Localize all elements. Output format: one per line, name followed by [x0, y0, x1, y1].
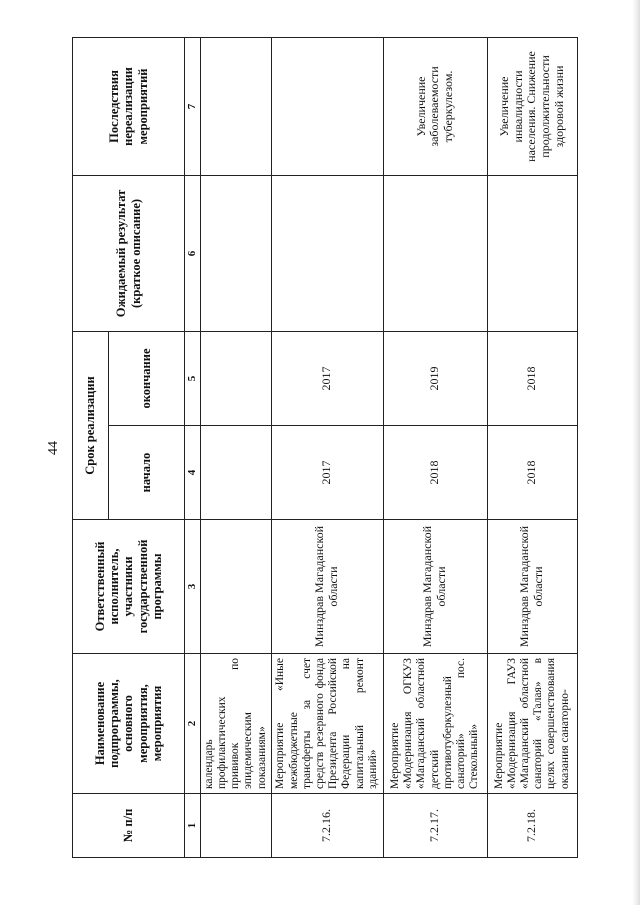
- row-num: 7.2.16.: [271, 794, 383, 858]
- row-name: Мероприятие «Модернизация ОГКУЗ «Магаданский областной детский противотуберкулезный санаторий» пос. Стекольный»: [383, 654, 487, 794]
- row-name: календарь профилактических прививок по эпидемическим показаниям»: [200, 654, 271, 794]
- row-result: [487, 175, 577, 331]
- program-activities-table: [72, 37, 578, 858]
- row-consequence: Увеличение заболеваемости туберкулезом.: [383, 37, 487, 175]
- row-executor: [200, 520, 271, 654]
- column-number: 6: [185, 175, 201, 331]
- row-consequence: [200, 37, 271, 175]
- table-row: [383, 37, 487, 857]
- header-period: Срок реализации: [73, 331, 109, 519]
- header-start: начало: [109, 426, 185, 520]
- row-num: 7.2.17.: [383, 794, 487, 858]
- rotated-table-container: [72, 38, 572, 858]
- row-result: [200, 175, 271, 331]
- row-start: 2018: [487, 426, 577, 520]
- row-start: [200, 426, 271, 520]
- column-number: 7: [185, 37, 201, 175]
- row-num: 7.2.18.: [487, 794, 577, 858]
- column-number: 5: [185, 331, 201, 425]
- row-end: 2018: [487, 331, 577, 425]
- column-number: 3: [185, 520, 201, 654]
- header-executor: Ответственный исполнитель, участники государственной программы: [73, 520, 185, 654]
- row-consequence: Увеличение инвалидности населения. Снижение продолжительности здоровой жизни: [487, 37, 577, 175]
- header-name: Наименование подпрограммы, основного мероприятия, мероприятия: [73, 654, 185, 794]
- table-row: [200, 37, 271, 857]
- row-num: [200, 794, 271, 858]
- row-name: Мероприятие «Модернизация ГАУЗ «Магаданский областной санаторий «Талая» в целях совершенствования оказания санаторно-: [487, 654, 577, 794]
- column-number-row: [185, 37, 201, 857]
- row-end: [200, 331, 271, 425]
- table-row: [271, 37, 383, 857]
- row-result: [383, 175, 487, 331]
- row-executor: Минздрав Магаданской области: [271, 520, 383, 654]
- row-executor: Минздрав Магаданской области: [487, 520, 577, 654]
- row-end: 2017: [271, 331, 383, 425]
- column-number: 4: [185, 426, 201, 520]
- header-row-1: [73, 37, 109, 857]
- table-row: [487, 37, 577, 857]
- row-start: 2018: [383, 426, 487, 520]
- column-number: 2: [185, 654, 201, 794]
- page-edge-shadow: [632, 0, 640, 905]
- row-name: Мероприятие «Иные межбюджетные трансферты за счет средств резервного фонда Президента Российской Федерации на капитальный ремонт зданий»: [271, 654, 383, 794]
- header-num: № п/п: [73, 794, 185, 858]
- page-number: 44: [46, 441, 61, 455]
- row-result: [271, 175, 383, 331]
- header-end: окончание: [109, 331, 185, 425]
- header-consequence: Последствия нереализации мероприятий: [73, 37, 185, 175]
- row-executor: Минздрав Магаданской области: [383, 520, 487, 654]
- row-end: 2019: [383, 331, 487, 425]
- header-result: Ожидаемый результат (краткое описание): [73, 175, 185, 331]
- row-start: 2017: [271, 426, 383, 520]
- row-consequence: [271, 37, 383, 175]
- column-number: 1: [185, 794, 201, 858]
